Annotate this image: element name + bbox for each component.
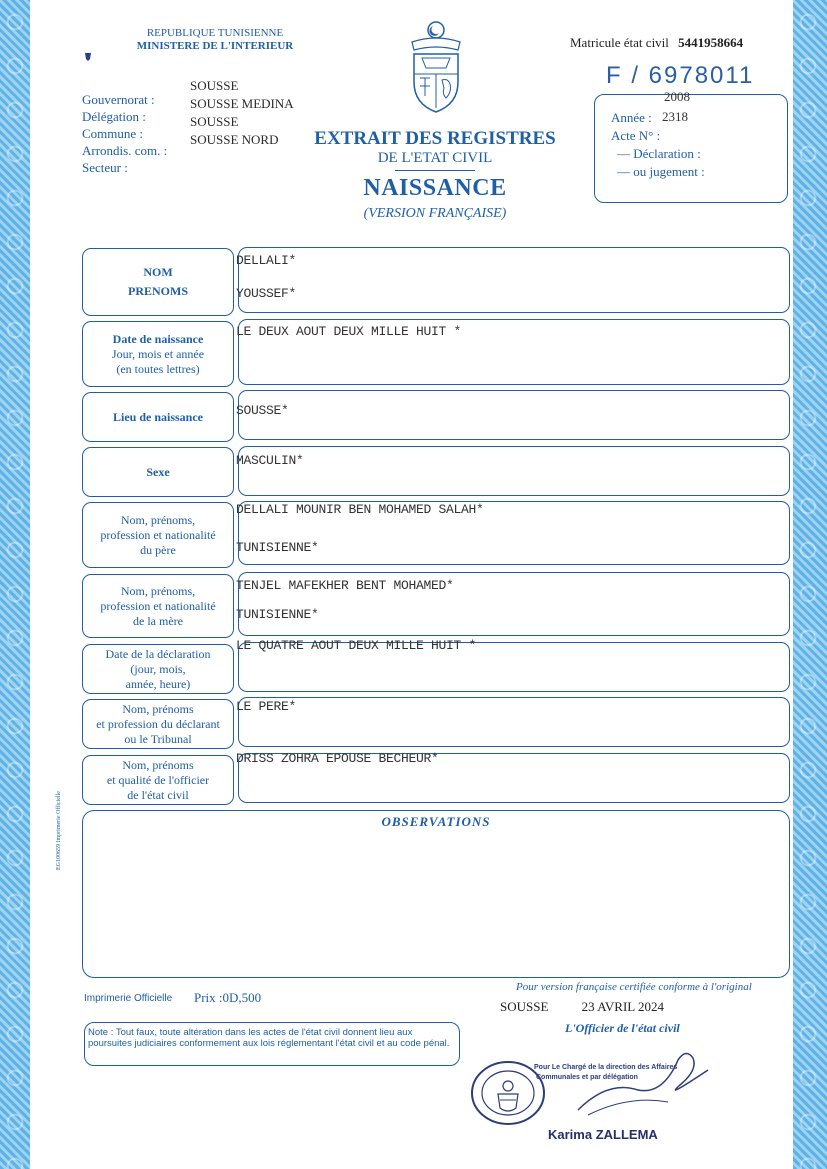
republic-name: REPUBLIQUE TUNISIENNE: [146, 27, 284, 39]
date-naissance-label-box: [82, 321, 234, 387]
declaration-label: — Déclaration :: [617, 146, 701, 161]
stamp-line-2: Communales et par délégation: [536, 1074, 638, 1081]
pere-name-value: DELLALI MOUNIR BEN MOHAMED SALAH*: [236, 502, 484, 517]
nom-prenoms-label-box: [82, 248, 234, 316]
admin-labels: [82, 91, 167, 176]
nom-label: NOM: [143, 265, 173, 279]
date-naissance-sub2: (en toutes lettres): [116, 361, 200, 376]
acte-year: 2008: [664, 89, 690, 104]
observations-box: [82, 810, 790, 978]
declarant-label-3: ou le Tribunal: [124, 731, 192, 746]
republic-header: [120, 27, 310, 53]
gouvernorat-value: SOUSSE: [190, 78, 239, 93]
declarant-label-1: Nom, prénoms: [122, 701, 194, 716]
price-label: Prix :0D,500: [194, 990, 262, 1005]
title-divider: [395, 170, 475, 171]
observations-title: OBSERVATIONS: [381, 814, 491, 829]
mere-nationality-value: TUNISIENNE*: [236, 607, 319, 622]
mere-label-2: profession et nationalité: [100, 598, 216, 613]
declaration-date-label-1: Date de la déclaration: [105, 646, 211, 661]
officier-label-1: Nom, prénoms: [122, 757, 194, 772]
arrondissement-label: Arrondis. com. :: [82, 143, 168, 158]
right-decorative-border: [793, 0, 827, 1169]
signer-name: Karima ZALLEMA: [548, 1127, 658, 1142]
date-naissance-label: Date de naissance: [112, 331, 204, 346]
date-naissance-value: LE DEUX AOUT DEUX MILLE HUIT *: [236, 324, 462, 339]
place-value: SOUSSE: [500, 999, 549, 1014]
declaration-date-value: LE QUATRE AOUT DEUX MILLE HUIT *: [236, 638, 477, 653]
officier-label-3: de l'état civil: [127, 787, 189, 802]
declarant-label-2: et profession du déclarant: [96, 716, 220, 731]
secteur-label: Secteur :: [82, 160, 128, 175]
note-text: Note : Tout faux, toute altération dans les actes de l'état civil donnent lieu aux poursuites judiciaires conformement aux lois réglementant l'état civil et au code pénal.: [88, 1027, 450, 1049]
lieu-naissance-label-box: [82, 392, 234, 442]
pere-nationality-value: TUNISIENNE*: [236, 540, 319, 555]
title-version: (VERSION FRANÇAISE): [363, 206, 507, 221]
certification-text: Pour version française certifiée conforme à l'original: [516, 981, 752, 993]
admin-values: [190, 77, 294, 149]
mere-label-1: Nom, prénoms,: [120, 583, 196, 598]
lieu-naissance-value: SOUSSE*: [236, 403, 289, 418]
place-date: [500, 999, 664, 1015]
left-decorative-border: [0, 0, 30, 1169]
title-extrait: EXTRAIT DES REGISTRES: [314, 128, 556, 149]
gouvernorat-label: Gouvernorat :: [82, 92, 155, 107]
nom-value: DELLALI*: [236, 253, 297, 268]
mere-name-value: TENJEL MAFEKHER BENT MOHAMED*: [236, 578, 454, 593]
declarant-value-box: [238, 697, 790, 747]
declarant-label-box: [82, 699, 234, 749]
signature-icon: [568, 1040, 718, 1120]
delegation-label: Délégation :: [82, 109, 146, 124]
stamp-line-1: Pour Le Chargé de la direction des Affaires: [534, 1064, 678, 1071]
mere-label-box: [82, 574, 234, 638]
declaration-date-label-box: [82, 644, 234, 694]
officier-title: L'Officier de l'état civil: [565, 1021, 680, 1035]
commune-label: Commune :: [82, 126, 144, 141]
declaration-date-label-3: année, heure): [125, 676, 191, 691]
acte-number-label: Acte N° :: [611, 128, 661, 143]
sexe-value: MASCULIN*: [236, 453, 304, 468]
coat-of-arms-icon: [402, 20, 470, 116]
annee-label: Année :: [611, 110, 652, 125]
declarant-value: LE PERE*: [236, 699, 297, 714]
pere-label-box: [82, 502, 234, 568]
prenoms-value: YOUSSEF*: [236, 286, 297, 301]
prenoms-label: PRENOMS: [128, 284, 188, 298]
date-naissance-sub1: Jour, mois et année: [111, 346, 205, 361]
pere-label-2: profession et nationalité: [100, 527, 216, 542]
lieu-naissance-label: Lieu de naissance: [112, 409, 203, 424]
side-print-text: EG100659 Imprimerie Officielle: [56, 791, 62, 870]
sexe-label: Sexe: [146, 464, 170, 479]
officier-label-2: et qualité de l'officier: [106, 772, 210, 787]
matricule: [570, 35, 743, 51]
matricule-value: 5441958664: [678, 35, 744, 50]
commune-value: SOUSSE: [190, 114, 239, 129]
title-etat-civil: DE L'ETAT CIVIL: [377, 150, 493, 166]
jugement-label: — ou jugement :: [617, 164, 705, 179]
serial-number: F / 6978011: [606, 62, 755, 89]
nom-prenoms-value-box: [238, 247, 790, 313]
date-value: 23 AVRIL 2024: [581, 999, 665, 1014]
imprimerie-label: Imprimerie Officielle: [84, 993, 173, 1004]
annee-value: 2318: [662, 109, 688, 124]
pere-label-1: Nom, prénoms,: [120, 512, 196, 527]
delegation-value: SOUSSE MEDINA: [190, 96, 294, 111]
acte-labels: [611, 109, 705, 181]
sexe-value-box: [238, 446, 790, 496]
pere-label-3: du père: [140, 542, 176, 557]
sexe-label-box: [82, 447, 234, 497]
arrondissement-value: SOUSSE NORD: [190, 132, 279, 147]
officier-label-box: [82, 755, 234, 805]
small-emblem-icon: [84, 52, 92, 62]
lieu-naissance-value-box: [238, 390, 790, 440]
title-naissance: NAISSANCE: [363, 175, 507, 201]
matricule-label: Matricule état civil: [570, 35, 669, 50]
declaration-date-label-2: (jour, mois,: [130, 661, 186, 676]
mere-label-3: de la mère: [133, 613, 183, 628]
ministry-name: MINISTERE DE L'INTERIEUR: [136, 40, 294, 52]
officier-value: DRISS ZOHRA EPOUSE BECHEUR*: [236, 751, 439, 766]
